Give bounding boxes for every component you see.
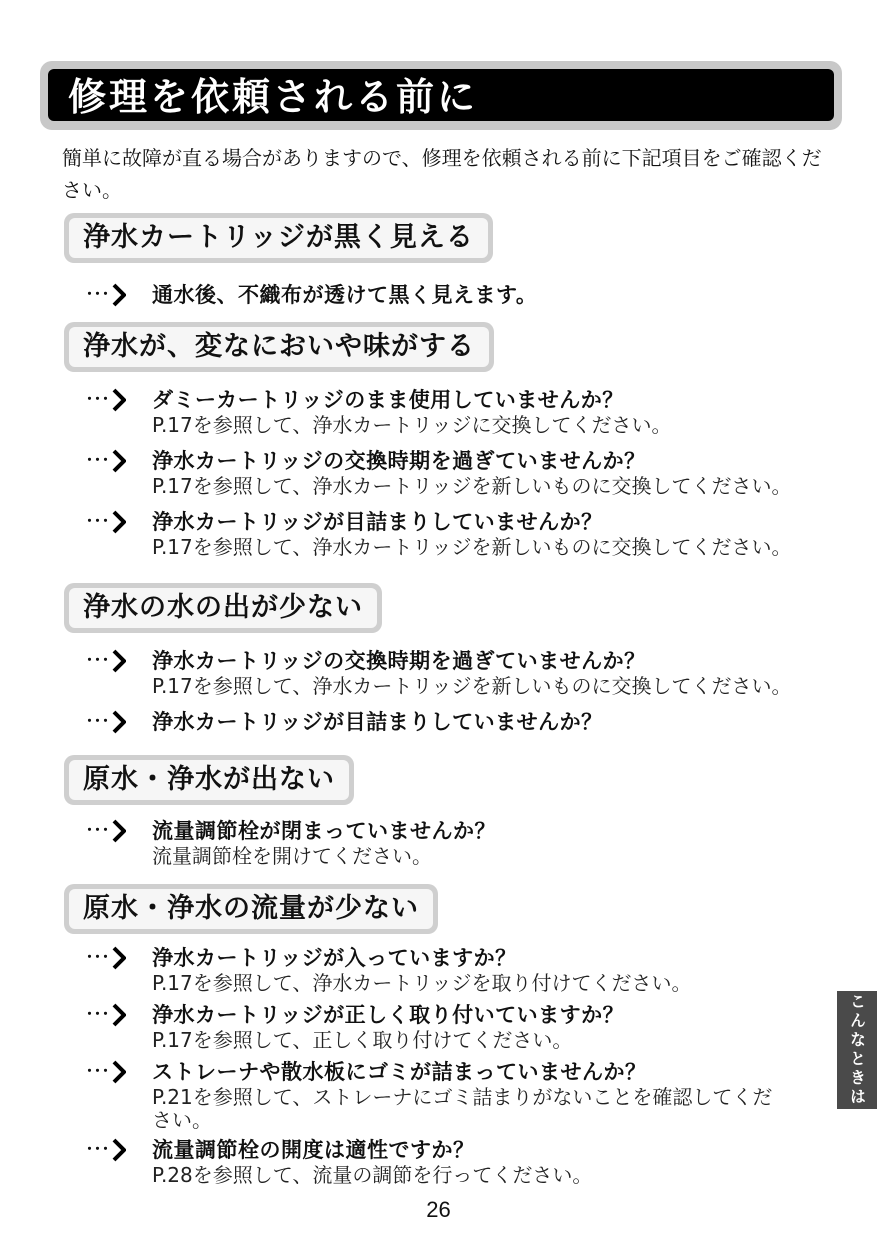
check-question: ストレーナや散水板にゴミが詰まっていませんか？ [152,1060,647,1084]
section-heading [64,322,494,372]
list-item [64,647,792,698]
list-item [64,281,537,309]
page-number: 26 [426,1197,451,1222]
list-item [64,1136,792,1187]
check-question: 浄水カートリッジが目詰まりしていませんか？ [152,710,603,734]
section-heading-text: 原水・浄水が出ない [69,760,349,800]
section-heading-text: 浄水の水の出が少ない [69,588,377,628]
check-question: 通水後、不織布が透けて黒く見えます。 [152,283,538,307]
section-heading [64,213,493,263]
arrow-bullet-icon: ･･･ [86,817,146,845]
arrow-bullet-icon: ･･･ [86,708,146,736]
list-item [64,708,792,736]
section-heading [64,884,438,934]
list-item [64,447,792,498]
section-heading-text: 原水・浄水の流量が少ない [69,889,433,929]
check-answer: P.17を参照して、浄水カートリッジを取り付けてください。 [152,971,692,995]
side-index-tab[interactable] [837,991,877,1109]
arrow-bullet-icon: ･･･ [86,508,146,536]
arrow-bullet-icon: ･･･ [86,944,146,972]
section-black-cartridge [64,213,537,309]
arrow-bullet-icon: ･･･ [86,1136,146,1164]
intro-text: 簡単に故障が直る場合がありますので、修理を依頼される前に下記項目をご確認ください。 [62,146,822,202]
list-item [64,817,496,868]
check-question: 浄水カートリッジが目詰まりしていませんか？ [152,510,603,534]
list-item [64,1058,792,1132]
check-answer: P.17を参照して、浄水カートリッジを新しいものに交換してください。 [152,674,792,698]
check-answer: P.17を参照して、浄水カートリッジを新しいものに交換してください。 [152,535,792,559]
arrow-bullet-icon: ･･･ [86,281,146,309]
check-answer: P.17を参照して、浄水カートリッジを新しいものに交換してください。 [152,474,792,498]
list-item [64,508,792,559]
section-heading-text: 浄水カートリッジが黒く見える [69,218,488,258]
section-low-flow-filtered [64,583,792,736]
section-heading-text: 浄水が、変なにおいや味がする [69,327,489,367]
arrow-bullet-icon: ･･･ [86,447,146,475]
check-answer: P.21を参照して、ストレーナにゴミ詰まりがないことを確認してください。 [152,1085,773,1132]
section-low-flow [64,884,792,1187]
check-question: 浄水カートリッジの交換時期を過ぎていませんか？ [152,449,646,473]
check-answer: P.28を参照して、流量の調節を行ってください。 [152,1163,593,1187]
list-item [64,1001,792,1052]
title-banner [40,61,842,130]
check-answer: 流量調節栓を開けてください。 [152,844,432,868]
arrow-bullet-icon: ･･･ [86,1001,146,1029]
arrow-bullet-icon: ･･･ [86,1058,146,1086]
check-answer: P.17を参照して、正しく取り付けてください。 [152,1028,573,1052]
arrow-bullet-icon: ･･･ [86,386,146,414]
list-item [64,944,792,995]
title-bar [48,69,834,121]
check-question: 浄水カートリッジの交換時期を過ぎていませんか？ [152,649,646,673]
section-odd-smell [64,322,792,559]
section-no-water [64,755,496,868]
section-heading [64,755,354,805]
section-heading [64,583,382,633]
list-item [64,386,792,437]
check-question: 浄水カートリッジが入っていますか？ [152,946,517,970]
arrow-bullet-icon: ･･･ [86,647,146,675]
check-question: 浄水カートリッジが正しく取り付いていますか？ [152,1003,625,1027]
check-question: ダミーカートリッジのまま使用していませんか？ [152,388,624,412]
check-question: 流量調節栓が閉まっていませんか？ [152,819,496,843]
page-title: 修理を依頼される前に [68,75,479,119]
check-answer: P.17を参照して、浄水カートリッジに交換してください。 [152,413,672,437]
check-question: 流量調節栓の開度は適性ですか？ [152,1138,475,1162]
side-tab-label: こんなときは [847,993,867,1107]
